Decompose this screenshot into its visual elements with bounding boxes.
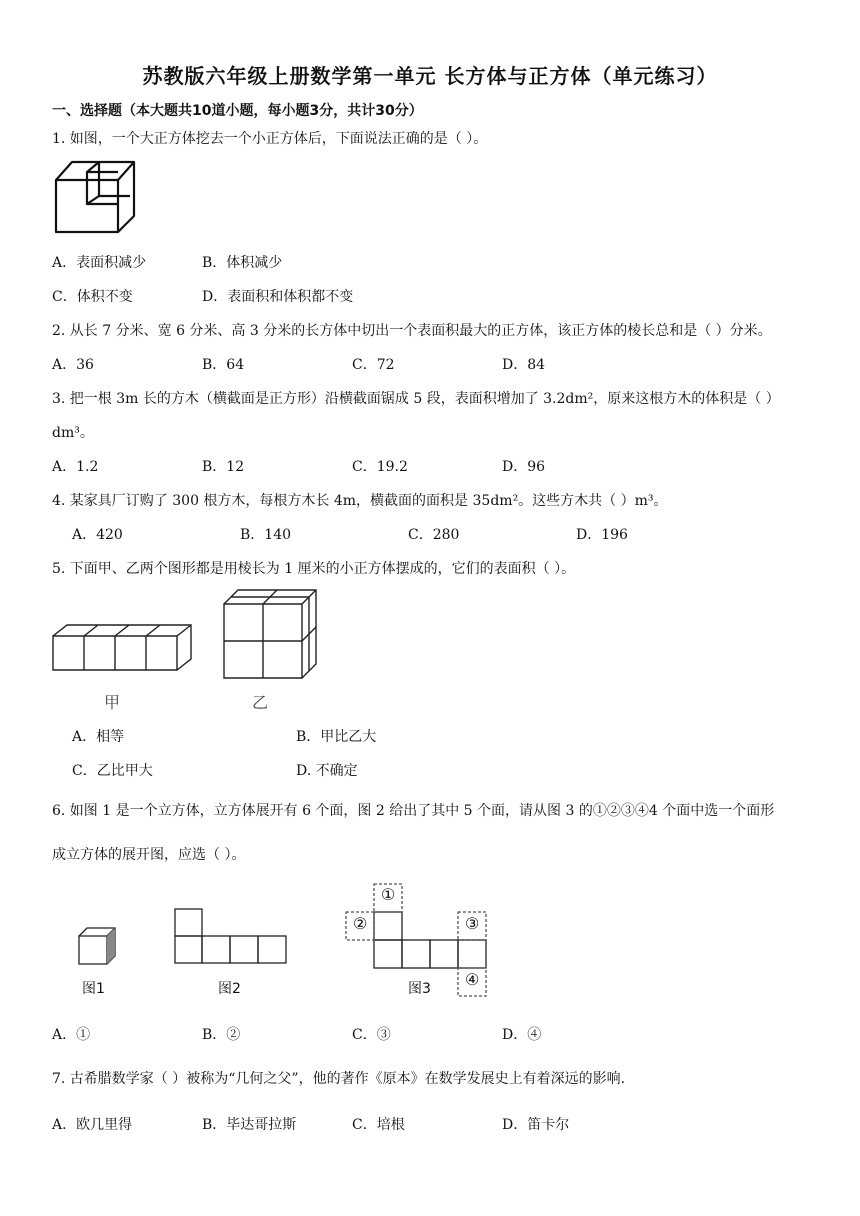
- q6-face-mark-3[interactable]: ③: [465, 914, 480, 933]
- q5-figure-label-jia: 甲: [104, 693, 121, 712]
- q7-option-a[interactable]: A．欧几里得: [52, 1117, 133, 1133]
- q4-option-c[interactable]: C．280: [408, 527, 460, 543]
- question-6-stem-line2: 成立方体的展开图，应选（ ）。: [52, 847, 246, 863]
- q1-option-c[interactable]: C．体积不变: [52, 289, 133, 305]
- q3-option-a[interactable]: A．1.2: [52, 459, 99, 475]
- q2-option-c[interactable]: C．72: [352, 357, 395, 373]
- q6-figure2-net: [174, 908, 288, 964]
- q6-figure2-label: 图2: [218, 981, 241, 997]
- q4-option-a[interactable]: A．420: [72, 527, 123, 543]
- q5-option-a[interactable]: A．相等: [72, 729, 125, 745]
- question-1-stem: 1. 如图，一个大正方体挖去一个小正方体后，下面说法正确的是（ ）。: [52, 131, 488, 147]
- q6-figure1-cube: [78, 926, 118, 966]
- q3-option-b[interactable]: B．12: [202, 459, 245, 475]
- document-title: 苏教版六年级上册数学第一单元 长方体与正方体（单元练习）: [142, 64, 718, 88]
- q5-figure-label-yi: 乙: [252, 693, 269, 712]
- q2-option-b[interactable]: B．64: [202, 357, 245, 373]
- q6-face-mark-1[interactable]: ①: [381, 885, 396, 904]
- q6-option-c[interactable]: C．③: [352, 1027, 391, 1043]
- q2-option-d[interactable]: D．84: [502, 357, 546, 373]
- q7-option-d[interactable]: D．笛卡尔: [502, 1117, 570, 1133]
- q6-figure3-label: 图3: [408, 981, 431, 997]
- q1-option-a[interactable]: A．表面积减少: [52, 255, 147, 271]
- q1-option-d[interactable]: D．表面积和体积都不变: [202, 289, 354, 305]
- q4-option-b[interactable]: B．140: [240, 527, 292, 543]
- question-5-stem: 5. 下面甲、乙两个图形都是用棱长为 1 厘米的小正方体摆成的，它们的表面积（ ）。: [52, 561, 576, 577]
- q6-figure1-label: 图1: [82, 981, 105, 997]
- q4-option-d[interactable]: D．196: [576, 527, 628, 543]
- q6-face-mark-4[interactable]: ④: [465, 970, 480, 989]
- question-3-stem-line2: dm³。: [52, 425, 94, 441]
- q3-option-d[interactable]: D．96: [502, 459, 546, 475]
- q6-option-b[interactable]: B．②: [202, 1027, 241, 1043]
- question-4-stem: 4. 某家具厂订购了 300 根方木，每根方木长 4m，横截面的面积是 35dm²。这些方木共（ ）m³。: [52, 493, 668, 509]
- q5-option-b[interactable]: B．甲比乙大: [296, 729, 377, 745]
- q5-cube-figures: [52, 588, 322, 714]
- q5-option-c[interactable]: C．乙比甲大: [72, 763, 153, 779]
- q3-option-c[interactable]: C．19.2: [352, 459, 408, 475]
- section-heading-choice: 一、选择题（本大题共10道小题，每小题3分，共计30分）: [52, 103, 423, 119]
- question-2-stem: 2. 从长 7 分米、宽 6 分米、高 3 分米的长方体中切出一个表面积最大的正方体，该正方体的棱长总和是（ ）分米。: [52, 323, 772, 339]
- q2-option-a[interactable]: A．36: [52, 357, 94, 373]
- q1-option-b[interactable]: B．体积减少: [202, 255, 283, 271]
- q6-option-a[interactable]: A．①: [52, 1027, 91, 1043]
- question-7-stem: 7. 古希腊数学家（ ）被称为“几何之父”，他的著作《原本》在数学发展史上有着深远的影响.: [52, 1071, 626, 1087]
- q7-option-b[interactable]: B．毕达哥拉斯: [202, 1117, 297, 1133]
- q5-option-d[interactable]: D. 不确定: [296, 763, 358, 779]
- q6-option-d[interactable]: D．④: [502, 1027, 542, 1043]
- q7-option-c[interactable]: C．培根: [352, 1117, 405, 1133]
- question-6-stem-line1: 6. 如图 1 是一个立方体，立方体展开有 6 个面，图 2 给出了其中 5 个面，请从图 3 的①②③④4 个面中选一个面形: [52, 803, 775, 819]
- question-3-stem-line1: 3. 把一根 3m 长的方木（横截面是正方形）沿横截面锯成 5 段，表面积增加了 3.2dm²，原来这根方木的体积是（ ）: [52, 391, 780, 407]
- q6-face-mark-2[interactable]: ②: [353, 914, 368, 933]
- q1-cube-figure: [54, 160, 138, 236]
